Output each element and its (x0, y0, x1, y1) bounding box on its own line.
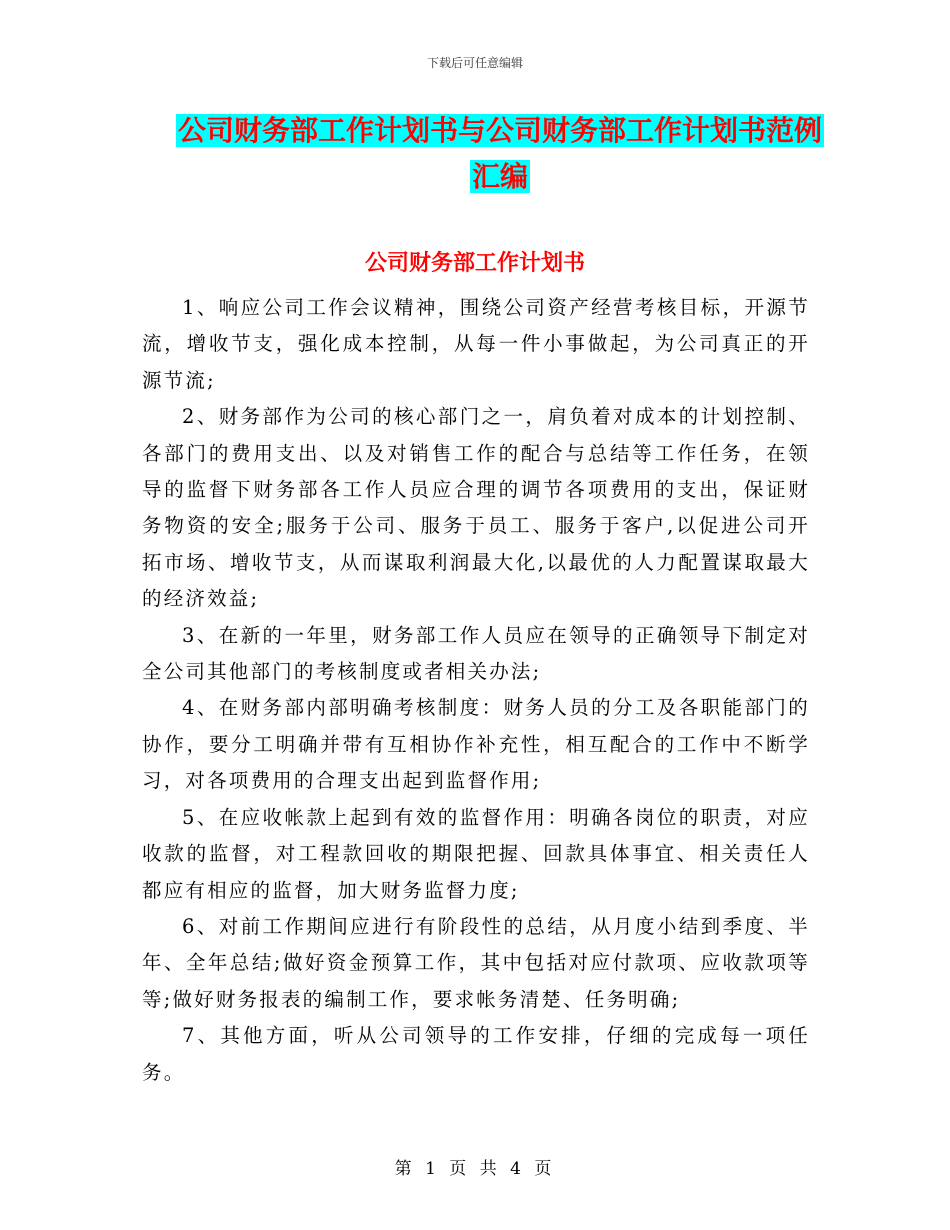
title-line-2: 汇编 (471, 160, 528, 193)
header-note: 下载后可任意编辑 (426, 56, 523, 70)
document-title (140, 108, 860, 200)
page-footer: 第 1 页 共 4 页 (394, 1159, 556, 1179)
title-line-1: 公司财务部工作计划书与公司财务部工作计划书范例 (177, 114, 822, 147)
paragraph-6: 6、对前工作期间应进行有阶段性的总结，从月度小结到季度、半年、全年总结;做好资金预算工作，其中包括对应付款项、应收款项等等;做好财务报表的编制工作，要求帐务清楚、任务明确; (142, 914, 810, 1011)
paragraph-1: 1、响应公司工作会议精神，围绕公司资产经营考核目标，开源节流，增收节支，强化成本控制，从每一件小事做起，为公司真正的开源节流; (142, 296, 810, 392)
paragraph-5: 5、在应收帐款上起到有效的监督作用：明确各岗位的职责，对应收款的监督，对工程款回收的期限把握、回款具体事宜、相关责任人都应有相应的监督，加大财务监督力度; (142, 805, 810, 902)
paragraph-4: 4、在财务部内部明确考核制度：财务人员的分工及各职能部门的协作，要分工明确并带有互相协作补充性，相互配合的工作中不断学习，对各项费用的合理支出起到监督作用; (142, 696, 810, 793)
document-body (142, 290, 810, 1091)
section-title: 公司财务部工作计划书 (364, 251, 585, 276)
paragraph-3: 3、在新的一年里，财务部工作人员应在领导的正确领导下制定对全公司其他部门的考核制度或者相关办法; (142, 623, 810, 684)
paragraph-2: 2、财务部作为公司的核心部门之一，肩负着对成本的计划控制、各部门的费用支出、以及对销售工作的配合与总结等工作任务，在领导的监督下财务部各工作人员应合理的调节各项费用的支出，保证财务物资的安全;服务于公司、服务于员工、服务于客户,以促进公司开拓市场、增收节支，从而谋取利润最大化,以最优的人力配置谋取最大的经济效益; (142, 405, 810, 611)
paragraph-7: 7、其他方面，听从公司领导的工作安排，仔细的完成每一项任务。 (142, 1024, 810, 1084)
